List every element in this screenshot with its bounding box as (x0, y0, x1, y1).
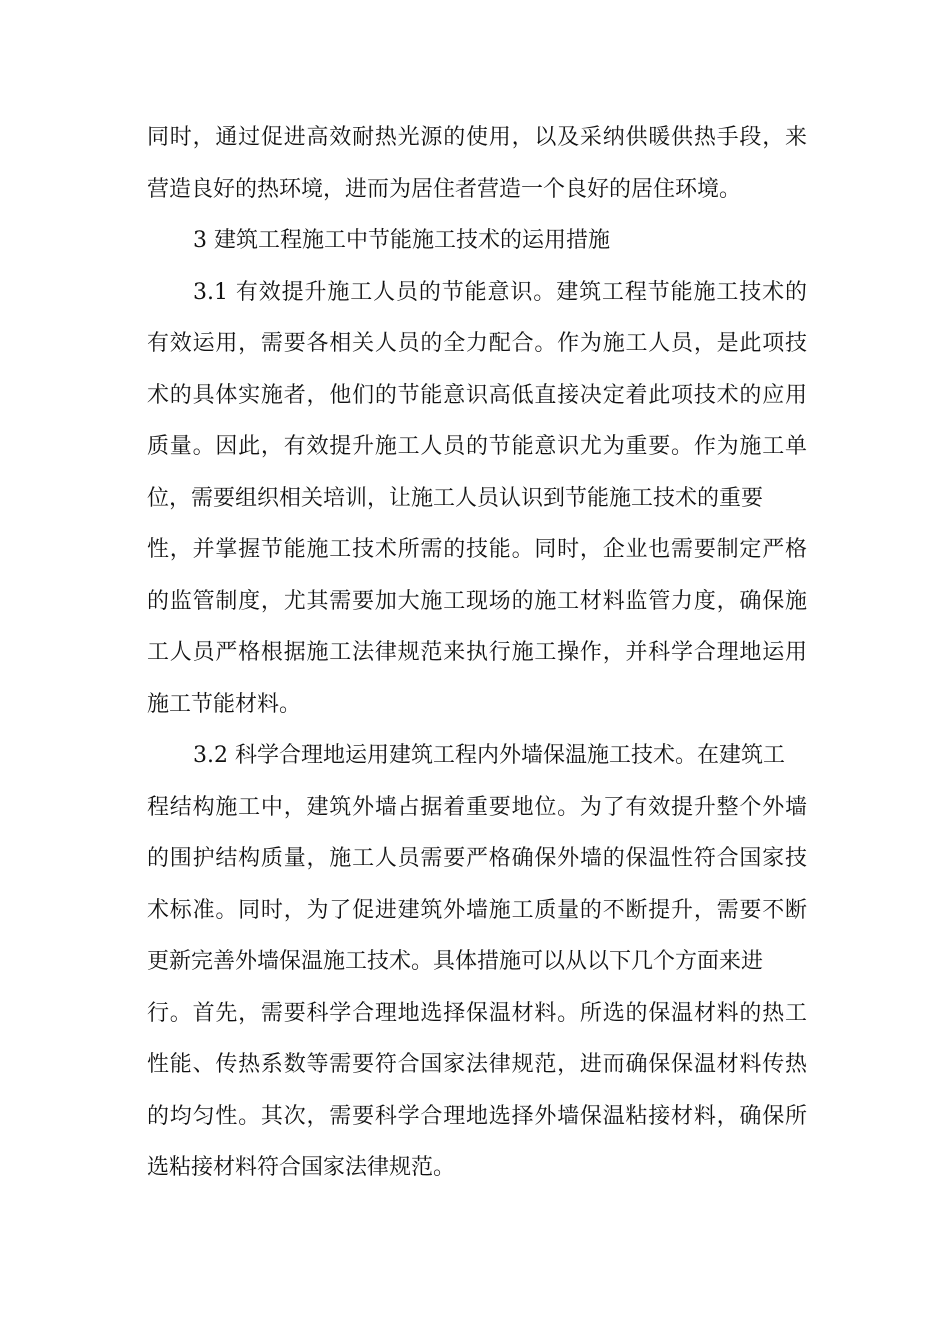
paragraph-2-line-4: 质量。因此，有效提升施工人员的节能意识尤为重要。作为施工单 (147, 434, 807, 459)
paragraph-1-line-2: 营造良好的热环境，进而为居住者营造一个良好的居住环境。 (147, 177, 742, 202)
paragraph-2-line-7: 的监管制度，尤其需要加大施工现场的施工材料监管力度，确保施 (147, 589, 807, 614)
paragraph-3-line-8: 的均匀性。其次，需要科学合理地选择外墙保温粘接材料，确保所 (147, 1104, 807, 1129)
paragraph-3-line-7: 性能、传热系数等需要符合国家法律规范，进而确保保温材料传热 (147, 1052, 807, 1077)
paragraph-3-line-1: 3.2 科学合理地运用建筑工程内外墙保温施工技术。在建筑工 (193, 743, 785, 768)
paragraph-3-line-2: 程结构施工中，建筑外墙占据着重要地位。为了有效提升整个外墙 (147, 795, 807, 820)
paragraph-2-line-5: 位，需要组织相关培训，让施工人员认识到节能施工技术的重要 (147, 486, 764, 511)
paragraph-2-line-9: 施工节能材料。 (147, 692, 302, 717)
paragraph-3-line-3: 的围护结构质量，施工人员需要严格确保外墙的保温性符合国家技 (147, 846, 807, 871)
paragraph-3-line-4: 术标准。同时，为了促进建筑外墙施工质量的不断提升，需要不断 (147, 898, 807, 923)
paragraph-1-line-1: 同时，通过促进高效耐热光源的使用，以及采纳供暖供热手段，来 (147, 125, 807, 150)
paragraph-2-line-6: 性，并掌握节能施工技术所需的技能。同时，企业也需要制定严格 (147, 537, 807, 562)
paragraph-2-line-2: 有效运用，需要各相关人员的全力配合。作为施工人员，是此项技 (147, 331, 807, 356)
paragraph-2-line-3: 术的具体实施者，他们的节能意识高低直接决定着此项技术的应用 (147, 383, 807, 408)
paragraph-2-line-8: 工人员严格根据施工法律规范来执行施工操作，并科学合理地运用 (147, 640, 807, 665)
paragraph-3-line-6: 行。首先，需要科学合理地选择保温材料。所选的保温材料的热工 (147, 1001, 807, 1026)
paragraph-3-line-9: 选粘接材料符合国家法律规范。 (147, 1155, 456, 1180)
paragraph-3-line-5: 更新完善外墙保温施工技术。具体措施可以从以下几个方面来进 (147, 949, 764, 974)
paragraph-2-line-1: 3.1 有效提升施工人员的节能意识。建筑工程节能施工技术的 (193, 280, 807, 305)
section-heading: 3 建筑工程施工中节能施工技术的运用措施 (193, 228, 610, 253)
